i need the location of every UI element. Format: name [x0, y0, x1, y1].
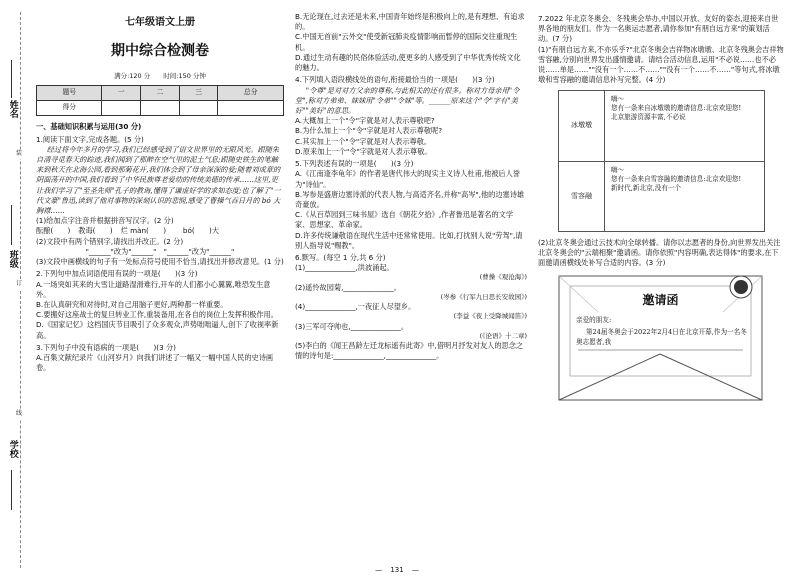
pinyin-item: 烂 màn( ): [120, 226, 167, 236]
postmark-stamp-icon: [728, 274, 754, 300]
pinyin-item: 酝酿( ): [36, 226, 71, 236]
score-cell[interactable]: [141, 101, 180, 116]
dictation-source: (曹操《观沧海》): [479, 273, 527, 282]
option: A.百集文献纪录片《山河岁月》向我们讲述了一幅又一幅中国人民的史诗画卷。: [36, 353, 274, 373]
option: C.中国无首前"云外交"使受新冠肺炎疫情影响而暂停的国际交往重现生机。: [295, 32, 518, 52]
cut-mark-1: 装: [16, 150, 23, 157]
column-middle: [295, 12, 527, 361]
option: D.原来加上一个"令"字就是对人表示尊敬。: [295, 146, 432, 156]
answer-blank[interactable]: "______"改为"______" "______"改为"______": [85, 246, 235, 256]
reading-passage: 经过将今年多月的学习,我们已经感受到了语文世界里的无限风光。跟随朱自清寻觅春天的踪迹,我们闻到了那醉在空气里的泥土气息;跟随史铁生的笔触来到秋天在北海公园,看到那菊花开,我们体会到了母亲深深的爱;随着刘成章的阴面荡开的中国,我们看到了中华民族尊老爱幼的传统美德的传承……这里,更让我们学习了"至圣先师"孔子的教诲,懂得了谦虚好学的求知态度;也了解了"一代文豪"鲁迅,读到了他对事物的深刻认识的悲悯,感受了曹操气吞日月的 bó 大胸襟……: [36, 144, 281, 216]
info-row-bingdwendwen: [559, 91, 764, 161]
name-line: [11, 60, 12, 98]
mascot-label: 雪容融: [559, 162, 605, 232]
option: B.岑参是盛唐边塞诗派的代表人物,与高适齐名,并称"高岑",他的边塞诗雄奇豪放。: [295, 189, 525, 209]
dictation-source: (岑参《行军九日思长安故园》): [440, 292, 527, 301]
invitation-envelope: [558, 272, 763, 402]
question-title: 2.下列句中加点词语使用有误的一项是( )(3 分): [36, 269, 198, 279]
mascot-label: 冰墩墩: [559, 91, 605, 161]
question-title: 6.默写。(每空 1 分,共 6 分): [295, 253, 386, 263]
column-right: [538, 12, 784, 402]
question-title: 5.下列表述有误的一项是( )(3 分): [295, 159, 414, 169]
dictation-source: (《论语》十二章): [479, 331, 527, 340]
score-cell[interactable]: [218, 101, 284, 116]
option: C.要搬好这座战士的复旦转业工作,重装备用,在各自的岗位上发挥积极作用。: [36, 310, 278, 320]
page-number-value: 131: [390, 566, 404, 575]
dictation-line[interactable]: (3)三军可夺帅也,______________。: [295, 321, 409, 331]
option: C.其实加上一个"令"字就是对人表示尊敬。: [295, 136, 432, 146]
sub-question: (2)北京冬奥会通过云技术向全球转播。请你以志愿者的身份,向世界发出关注北京冬奥会的"云端相聚"邀请函。请你依照"内容明确,表达得体"的要求,在下面邀请函横线处补写合适的内容。(3 分): [538, 237, 781, 267]
option: C.《从百草园到三味书屋》选自《朝花夕拾》,作者鲁迅是著名的文学家、思想家、革命家。: [295, 210, 514, 230]
info-row-shueyrhonrhon: [559, 161, 764, 232]
option: B.在认真研究和对待时,对自己用脑子更好,两种都一样重要。: [36, 300, 228, 309]
letter-body[interactable]: 第24届冬奥会于2022年2月4日在北京开幕,作为一名冬奥志愿者,我: [576, 328, 747, 346]
pinyin-item: bó( )大: [182, 226, 220, 236]
score-header: 三: [179, 86, 218, 101]
dictation-line[interactable]: (4)______________,一夜征人尽望乡。: [295, 302, 416, 312]
sub-question: (3)文段中画横线的句子有一处标点符号使用不恰当,请找出并修改意见。(1 分): [36, 257, 284, 267]
mascot-message[interactable]: 嗨～ 您有一条来自雪容融的邀请信息:北京欢迎您! 新时代,新北京,没有一个: [611, 165, 742, 193]
option: A.大概加上一个"令"字就是对人表示尊敬吧?: [295, 116, 435, 126]
score-row-label: 得分: [37, 101, 102, 116]
column-left: [36, 12, 284, 374]
score-cell[interactable]: [179, 101, 218, 116]
exam-title: 期中综合检测卷: [111, 43, 209, 60]
dictation-line[interactable]: (2)遥怜故园菊,______________。: [295, 282, 401, 292]
page-number: — 131 —: [375, 566, 419, 575]
score-header: 总分: [218, 86, 284, 101]
option: A.一场突如其来的大雪让道路湿滑难行,开车的人们都小心翼翼,唯恐发生意外。: [36, 279, 271, 299]
class-label: 班级: [7, 250, 18, 268]
sub-question: (1)给加点字注音并根据拼音写汉字。(2 分): [36, 216, 174, 226]
option: B.无论现在,过去还是未来,中国青年始终是积极向上的,是有理想、有追求的。: [295, 12, 525, 32]
option: D.许多传统谦敬语在现代生活中还常常使用。比如,打扰别人说"劳驾",请别人指导说"赐教"。: [295, 230, 523, 250]
dictation-line[interactable]: (1)______________,洪波涌起。: [295, 263, 394, 273]
mascot-message[interactable]: 嗨～ 您有一条来自冰墩墩的邀请信息:北京欢迎您! 北京旅游资源丰富,不必说: [611, 94, 742, 122]
grade-title: 七年级语文上册: [125, 17, 195, 28]
school-label: 学校: [7, 440, 18, 458]
question-title: 7.2022 年北京冬奥会、冬残奥会举办,中国以开放、友好的姿态,迎接来自世界各地的朋友们。作为一名奥运志愿者,请你参加"有朋自远方来"的策划活动。(7 分): [538, 14, 779, 44]
score-table: [36, 85, 284, 116]
score-header: 二: [141, 86, 180, 101]
pinyin-row: [36, 226, 284, 236]
cut-mark-3: 线: [16, 410, 23, 417]
exam-meta: 满分:120 分 时间:150 分钟: [114, 72, 206, 81]
cut-mark-2: 订: [16, 280, 23, 287]
letter-title: 邀请函: [642, 293, 679, 308]
sub-question: (2)文段中有两个错别字,请找出并改正。(2 分): [36, 236, 184, 246]
option: A.《江南逢李龟年》的作者是唐代伟大的现实主义诗人杜甫,他被后人誉为"诗仙"。: [295, 169, 520, 189]
invitation-info-box: [558, 90, 765, 232]
name-label: 姓名: [7, 100, 18, 118]
option: B.为什么加上一个"令"字就是对人表示尊敬呢?: [295, 126, 443, 136]
score-cell[interactable]: [102, 101, 141, 116]
score-header: 一: [102, 86, 141, 101]
class-line: [11, 205, 12, 245]
dictation-line[interactable]: (5)李白的《闻王昌龄左迁龙标遥有此寄》中,借明月抒发对友人的思念之情的诗句是:______________,______________。: [295, 341, 524, 361]
letter-greeting: 亲爱的朋友:: [576, 316, 612, 325]
school-line: [11, 470, 12, 510]
reading-passage: "令尊"是对对方父亲的尊称,与此相关的还有很多。称对方母亲用"令堂",称对方弟弟、妹妹用"令弟""令妹"等。______原来这个"令"字有"美好""美好"的意思。: [295, 85, 520, 115]
question-title: 3.下列句子中没有语病的一项是( )(3 分): [36, 342, 176, 352]
pinyin-item: 教诲( ): [78, 226, 113, 236]
score-header: 题号: [37, 86, 102, 101]
dictation-source: (李益《夜上受降城闻笛》): [453, 312, 527, 321]
option: D.《国家记忆》这档国庆节目吸引了众多观众,声势咄咄逼人,创下了收视率新高。: [36, 320, 279, 340]
option: D.通过生动有趣的民俗体验活动,使更多的人感受到了中华优秀传统文化的魅力。: [295, 52, 521, 73]
binding-margin: [0, 0, 34, 580]
section-title: 一、基础知识积累与运用(30 分): [36, 122, 142, 132]
question-title: 4.下列填入语段横线处的语句,衔接最恰当的一项是( )(3 分): [295, 75, 495, 85]
question-title: 1.阅读下面文字,完成各题。(5 分): [36, 134, 144, 144]
sub-question: (1)"有朋自远方来,不亦乐乎?"北京冬奥会吉祥物冰墩墩、北京冬残奥会吉祥物雪容融,分别向世界发出盛情邀请。请结合活动信息,运用"不必说……也不必说……单是……""没有一个……不……""没有一个……不……"等句式,将冰墩墩和雪容融的邀请信息补写完整。(4 分): [538, 44, 784, 85]
cut-line: [20, 12, 21, 568]
